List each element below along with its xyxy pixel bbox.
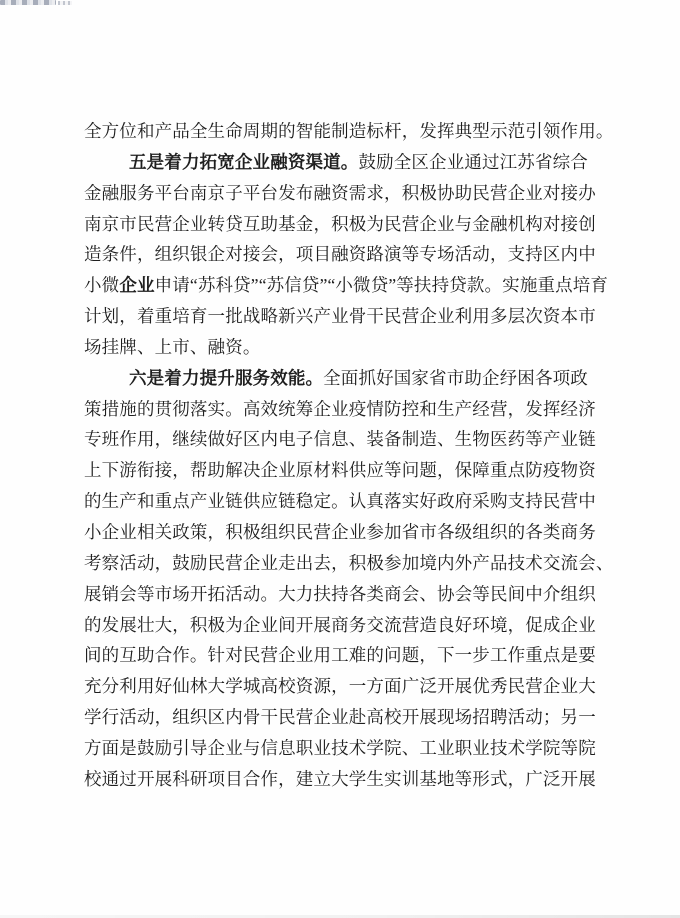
text-line <box>84 178 600 209</box>
text-run: 的发展壮大，积极为企业间开展商务交流营造良好环境，促成企业 <box>84 614 596 635</box>
text-run: 上下游衔接，帮助解决企业原材料供应等问题，保障重点防疫物资 <box>84 460 596 481</box>
text-line <box>84 486 600 517</box>
text-line <box>84 332 600 363</box>
scan-artifact-top-left <box>0 0 56 5</box>
text-line <box>84 270 609 301</box>
text-run-bold: 五是着力拓宽企业融资渠道。 <box>129 151 359 172</box>
text-line <box>84 116 614 147</box>
text-run: 场挂牌、上市、融资。 <box>84 336 261 357</box>
text-line <box>84 455 600 486</box>
text-run: 策措施的贯彻落实。高效统筹企业疫情防控和生产经营，发挥经济 <box>84 398 596 419</box>
text-run: 方面是鼓励引导企业与信息职业技术学院、工业职业技术学院等院 <box>84 737 596 758</box>
text-run: 充分利用好仙林大学城高校资源，一方面广泛开展优秀民营企业大 <box>84 676 596 697</box>
text-line <box>84 702 600 733</box>
text-line <box>84 209 600 240</box>
document-text-block <box>84 116 614 795</box>
text-line <box>84 671 600 702</box>
text-run-bold: 企业 <box>119 275 155 296</box>
text-run: 间的互助合作。针对民营企业用工难的问题，下一步工作重点是要 <box>84 645 596 666</box>
text-line <box>84 610 600 641</box>
text-line <box>84 424 600 455</box>
text-run: 小企业相关政策，积极组织民营企业参加省市各级组织的各类商务 <box>84 521 596 542</box>
text-run-bold: 六是着力提升服务效能。 <box>129 367 324 388</box>
text-run: 考察活动，鼓励民营企业走出去，积极参加境内外产品技术交流会、 <box>84 552 614 573</box>
text-run: 申请“苏科贷”“苏信贷”“小微贷”等扶持贷款。实施重点培育 <box>154 275 609 296</box>
text-line <box>84 548 614 579</box>
text-run: 鼓励全区企业通过江苏省综合 <box>358 151 588 172</box>
text-run: 展销会等市场开拓活动。大力扶持各类商会、协会等民间中介组织 <box>84 583 596 604</box>
text-line <box>84 640 600 671</box>
text-run: 的生产和重点产业链供应链稳定。认真落实好政府采购支持民营中 <box>84 491 596 512</box>
text-run: 全方位和产品全生命周期的智能制造标杆，发挥典型示范引领作用。 <box>84 121 614 141</box>
text-line <box>84 147 600 178</box>
text-line <box>84 363 600 394</box>
text-run: 全面抓好国家省市助企纾困各项政 <box>323 367 588 388</box>
text-run: 学行活动，组织区内骨干民营企业赴高校开展现场招聘活动；另一 <box>84 707 596 728</box>
text-line <box>84 764 600 795</box>
text-line <box>84 517 600 548</box>
text-line <box>84 733 600 764</box>
text-run: 计划，着重培育一批战略新兴产业骨干民营企业利用多层次资本市 <box>84 306 596 327</box>
text-run: 小微 <box>84 275 120 296</box>
text-line <box>84 394 600 425</box>
text-line <box>84 579 600 610</box>
text-run: 金融服务平台南京子平台发布融资需求，积极协助民营企业对接办 <box>84 182 596 203</box>
text-run: 专班作用，继续做好区内电子信息、装备制造、生物医药等产业链 <box>84 429 596 450</box>
text-run: 造条件，组织银企对接会，项目融资路演等专场活动，支持区内中 <box>84 244 596 265</box>
text-run: 校通过开展科研项目合作，建立大学生实训基地等形式，广泛开展 <box>84 768 596 789</box>
scan-artifact-top-left-secondary <box>58 1 72 5</box>
text-line <box>84 239 600 270</box>
text-line <box>84 301 600 332</box>
text-run: 南京市民营企业转贷互助基金，积极为民营企业与金融机构对接创 <box>84 213 596 234</box>
